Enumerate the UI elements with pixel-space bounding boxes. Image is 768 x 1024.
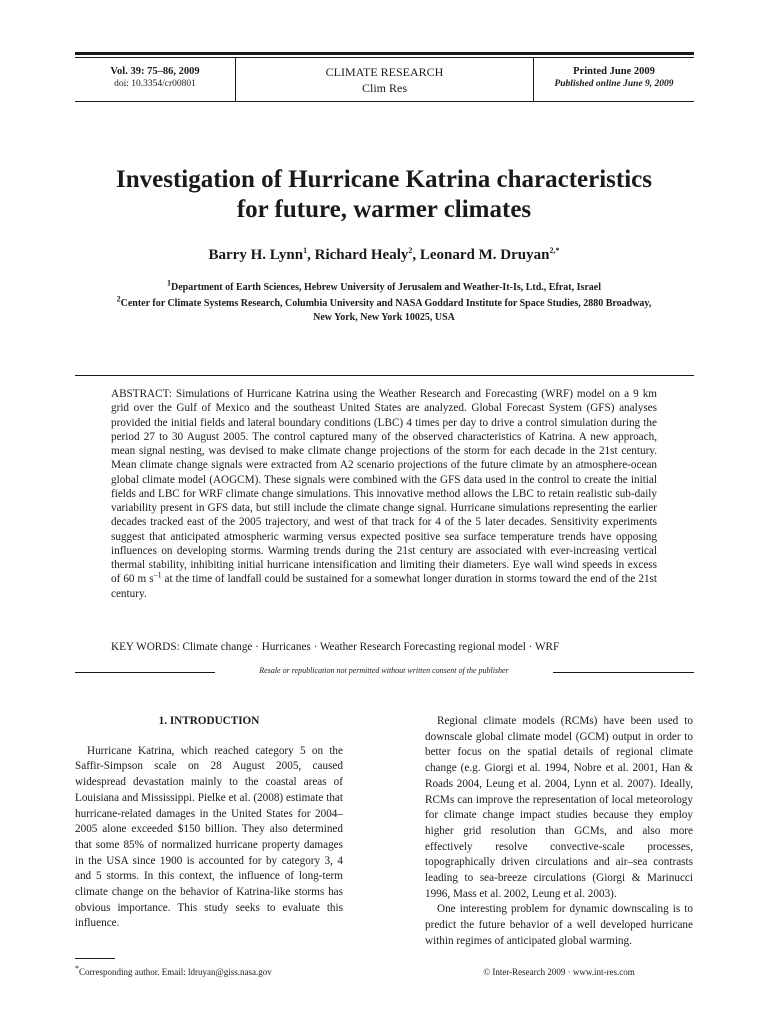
- author-affiliation-mark: 2,*: [549, 246, 560, 255]
- title-line-2: for future, warmer climates: [236, 196, 532, 223]
- article-title: [40, 165, 728, 225]
- title-line-1: Investigation of Hurricane Katrina characteristics: [115, 166, 652, 193]
- author-name: Richard Healy: [314, 247, 409, 263]
- footnote-rule: [75, 958, 115, 959]
- resale-notice: Resale or republication not permitted without written consent of the publisher: [259, 666, 509, 675]
- footnote-marker: *: [75, 964, 79, 973]
- affiliation-2: [60, 294, 708, 325]
- footnote: [75, 964, 272, 977]
- author-list: [40, 247, 728, 264]
- affiliation-1-text: Department of Earth Sciences, Hebrew University of Jerusalem and Weather-It-Is, Ltd., Efrat, Israel: [170, 282, 602, 293]
- doi: doi: 10.3354/cr00801: [114, 79, 196, 89]
- printed-date: Printed June 2009: [573, 66, 655, 77]
- affiliation-mark: 1: [166, 278, 171, 288]
- keywords: KEY WORDS: Climate change · Hurricanes · Weather Research Forecasting regional model · WRF: [111, 641, 560, 653]
- body-column-right: [425, 714, 693, 950]
- author-name: Leonard M. Druyan: [419, 247, 550, 263]
- abstract-text-end: at the time of landfall could be sustained for a somewhat longer duration in storms toward the end of the 21st century.: [111, 573, 657, 600]
- author-name: Barry H. Lynn: [208, 247, 304, 263]
- abstract-top-rule: [75, 375, 694, 376]
- author-affiliation-mark: 1: [303, 246, 308, 255]
- published-online-date: Published online June 9, 2009: [554, 79, 674, 89]
- header-top-rule-thick: [75, 52, 694, 55]
- footnote-text: Corresponding author. Email: ldruyan@giss.nasa.gov: [79, 967, 272, 977]
- section-heading: 1. INTRODUCTION: [158, 715, 260, 727]
- volume-info: Vol. 39: 75–86, 2009: [110, 66, 200, 77]
- abstract-exponent: –1: [153, 570, 162, 580]
- paragraph: Hurricane Katrina, which reached category 5 on the Saffir-Simpson scale on 28 August 2005, caused widespread devastation mainly to the coastal areas of Louisiana and Mississippi. Pielke et al. (2008) estimate that hurricane-related damages in the United States for 2004–2005 alone exceeded $150 billion. They also determined that some 85% of normalized hurricane property damages in the USA since 1900 is accounted for by category 3, 4 and 5 storms. In this context, the influence of long-term climate change on the behavior of Katrina-like storms has obvious importance. This study seeks to evaluate this influence.: [75, 744, 343, 930]
- header-left: [75, 66, 235, 89]
- paragraph: Regional climate models (RCMs) have been used to downscale global climate model (GCM) output in order to better focus on the spatial details of regional climate change (e.g. Giorgi et al. 1994, Nobre et al. 2001, Han & Roads 2004, Leung et al. 2004, Lynn et al. 2007). Ideally, RCMs can improve the representation of local meteorology for climate change impact studies because they employ higher grid resolution than GCMs, and also more effectively resolve convective-scale processes, topographically driven circulations and air–sea contrasts leading to sea-breeze circulations (Giorgi & Marinucci 1996, Mass et al. 2002, Leung et al. 2003).: [425, 715, 693, 900]
- abstract-text: ABSTRACT: Simulations of Hurricane Katrina using the Weather Research and Forecasting (WRF) model on a 9 km grid over the Gulf of Mexico and the southeast United States are analyzed. Global Forecast System (GFS) analyses provided the initial fields and lateral boundary conditions (LBC) 4 times per day to drive a control simulation during the period 27 to 30 August 2005. The control captured many of the observed characteristics of Katrina. A new approach, mean signal nesting, was devised to make climate change projections of the storm for each decade in the 21st century. Mean climate change signals were extracted from A2 scenario projections of the future climate by an atmosphere-ocean global climate model (AOGCM). These signals were combined with the GFS data used in the control to create the initial fields and LBC for WRF climate change simulations. This innovative method allows the LBC to retain realistic sub-daily variability present in GFS data, but still include the climate change signal. Hurricane simulations representing the earlier decades tracked east of the 2005 trajectory, and west of that track for 4 of the 5 later decades. Sensitivity experiments suggest that anticipated atmospheric warming versus expected positive sea surface temperature trends have opposing influences on developing storms. Warming trends during the 21st century are associated with ever-increasing vertical thermal stability, inhibiting initial hurricane intensification and limiting their diameters. Eye wall wind speeds in excess of 60 m s: [111, 388, 657, 586]
- body-column-left: [75, 714, 343, 932]
- header-right: [534, 66, 694, 89]
- affiliation-1: [60, 278, 708, 295]
- header-center: [236, 65, 533, 96]
- header-bottom-rule: [75, 101, 694, 102]
- copyright: © Inter-Research 2009 · www.int-res.com: [483, 967, 635, 977]
- abstract: [111, 387, 657, 601]
- author-separator: ,: [307, 247, 315, 263]
- author-affiliation-mark: 2: [408, 246, 413, 255]
- affiliation-mark: 2: [116, 294, 121, 304]
- affiliation-2-line-1: Center for Climate Systems Research, Columbia University and NASA Goddard Institute for Space Studies, 2880 Broadway,: [120, 298, 652, 309]
- header-top-rule-thin: [75, 57, 694, 58]
- journal-name: CLIMATE RESEARCH: [325, 65, 444, 79]
- resale-rule-right: [553, 672, 694, 673]
- resale-rule-left: [75, 672, 215, 673]
- affiliation-2-line-2: New York, New York 10025, USA: [313, 312, 455, 323]
- journal-abbr: Clim Res: [361, 81, 407, 95]
- author-separator: ,: [412, 247, 420, 263]
- paragraph: One interesting problem for dynamic downscaling is to predict the future behavior of a well developed hurricane within regimes of anticipated global warming.: [425, 903, 693, 947]
